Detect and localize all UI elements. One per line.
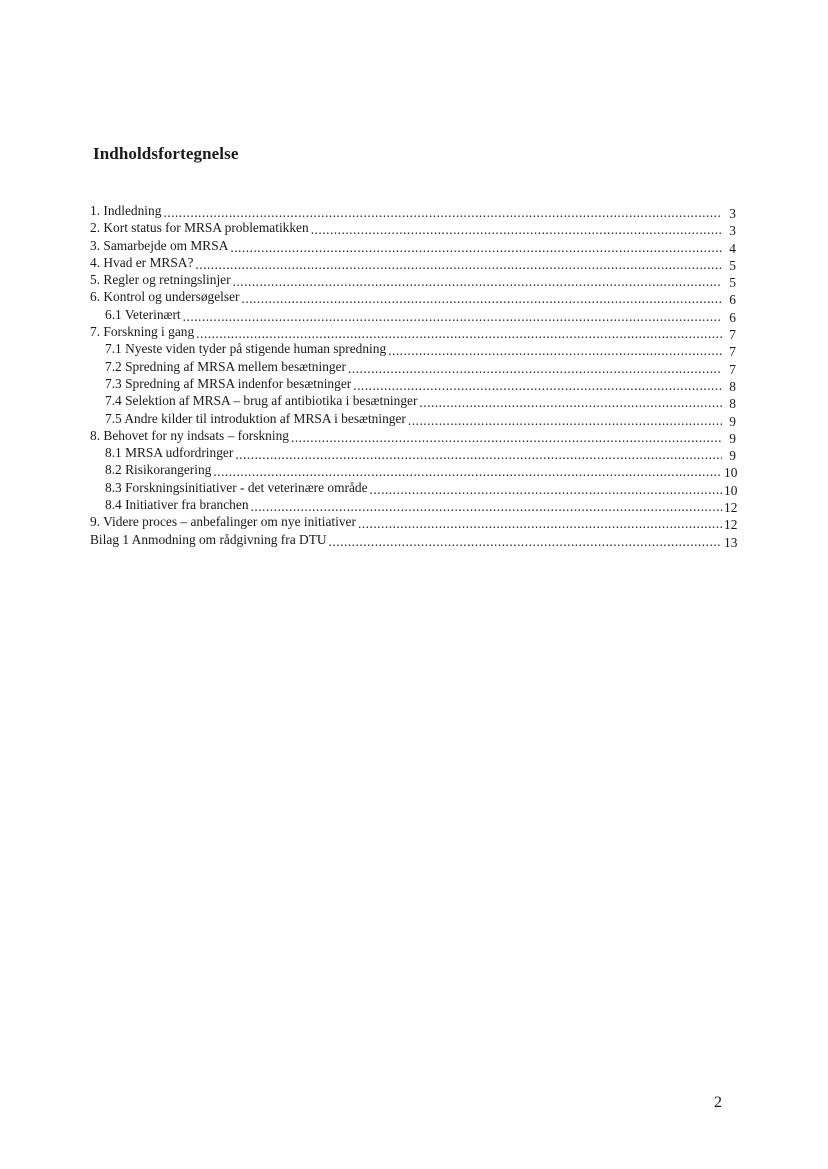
toc-entry[interactable] (90, 288, 736, 308)
table-of-contents (90, 202, 736, 548)
toc-entry[interactable] (90, 254, 736, 271)
toc-entry-page: 9 (729, 430, 736, 446)
toc-entry[interactable] (90, 202, 736, 219)
toc-entry-page: 6 (729, 309, 736, 325)
toc-entry-page: 12 (724, 500, 738, 516)
toc-dot-leader (196, 325, 722, 342)
toc-entry[interactable] (90, 237, 736, 254)
toc-entry-label: 8.4 Initiativer fra branchen (105, 497, 249, 513)
toc-entry[interactable] (90, 375, 736, 392)
toc-entry-page: 5 (729, 275, 736, 291)
toc-dot-leader (348, 360, 722, 377)
toc-entry[interactable] (90, 323, 736, 343)
toc-heading: Indholdsfortegnelse (93, 144, 239, 163)
toc-dot-leader (358, 515, 722, 532)
toc-entry-label: 2. Kort status for MRSA problematikken (90, 220, 309, 236)
toc-entry-page: 3 (729, 206, 736, 221)
toc-entry[interactable] (90, 427, 736, 444)
toc-entry[interactable] (90, 444, 736, 464)
toc-entry[interactable] (90, 461, 738, 481)
toc-entry-label: 5. Regler og retningslinjer (90, 272, 231, 288)
toc-dot-leader (388, 342, 722, 359)
toc-dot-leader (233, 273, 722, 290)
toc-entry-label: 7.4 Selektion af MRSA – brug af antibiotika i besætninger (105, 393, 418, 409)
toc-entry-label: 8.1 MRSA udfordringer (105, 445, 234, 461)
toc-entry-page: 4 (729, 240, 736, 256)
toc-entry-page: 5 (729, 257, 736, 273)
toc-entry-label: 4. Hvad er MRSA? (90, 254, 194, 270)
toc-entry-label: 8. Behovet for ny indsats – forskning (90, 427, 289, 443)
toc-entry-label: 7.3 Spredning af MRSA indenfor besætninger (105, 375, 352, 391)
toc-dot-leader (329, 533, 722, 550)
toc-entry-label: 7.2 Spredning af MRSA mellem besætninger (105, 358, 347, 374)
toc-entry-page: 3 (729, 223, 736, 239)
toc-entry-page: 9 (729, 448, 736, 464)
page-number: 2 (714, 1094, 722, 1111)
toc-dot-leader (242, 290, 722, 307)
toc-entry-page: 10 (724, 465, 738, 481)
toc-dot-leader (183, 308, 722, 325)
toc-entry-page: 7 (729, 344, 736, 360)
toc-entry-label: 9. Videre proces – anbefalinger om nye initiativer (90, 514, 356, 530)
toc-entry[interactable] (90, 392, 736, 412)
toc-dot-leader (251, 498, 722, 515)
toc-dot-leader (353, 377, 722, 394)
toc-entry-page: 6 (729, 292, 736, 308)
toc-entry-label: 8.3 Forskningsinitiativer - det veterinære område (105, 479, 368, 495)
toc-entry-label: 6. Kontrol og undersøgelser (90, 289, 240, 305)
toc-entry-label: 3. Samarbejde om MRSA (90, 237, 229, 253)
toc-entry-label: 6.1 Veterinært (105, 306, 181, 322)
toc-entry[interactable] (90, 306, 736, 323)
toc-dot-leader (230, 239, 722, 256)
toc-entry[interactable] (90, 340, 736, 360)
toc-dot-leader (408, 412, 722, 429)
toc-entry-page: 10 (724, 482, 738, 498)
toc-entry-page: 12 (724, 517, 738, 533)
toc-entry[interactable] (90, 410, 736, 427)
toc-entry-label: 1. Indledning (90, 203, 162, 218)
toc-entry-page: 7 (729, 361, 736, 377)
toc-dot-leader (291, 429, 722, 446)
toc-dot-leader (311, 221, 722, 238)
toc-entry-label: Bilag 1 Anmodning om rådgivning fra DTU (90, 531, 327, 547)
toc-entry-label: 7.1 Nyeste viden tyder på stigende human spredning (105, 341, 387, 357)
toc-entry-label: 8.2 Risikorangering (105, 462, 212, 478)
toc-entry[interactable] (90, 479, 736, 496)
toc-dot-leader (195, 256, 722, 273)
toc-entry[interactable] (90, 219, 736, 239)
toc-entry-page: 9 (729, 413, 736, 429)
toc-entry-page: 13 (724, 534, 738, 550)
toc-entry[interactable] (90, 513, 738, 533)
toc-entry[interactable] (90, 531, 736, 548)
toc-entry-page: 7 (729, 327, 736, 343)
toc-entry[interactable] (90, 271, 736, 291)
toc-entry-label: 7. Forskning i gang (90, 324, 195, 340)
toc-entry[interactable] (90, 496, 738, 516)
toc-entry-page: 8 (729, 396, 736, 412)
toc-entry[interactable] (90, 358, 736, 375)
toc-dot-leader (213, 463, 722, 480)
toc-entry-page: 8 (729, 378, 736, 394)
toc-dot-leader (419, 394, 722, 411)
toc-entry-label: 7.5 Andre kilder til introduktion af MRSA i besætninger (105, 410, 406, 426)
toc-dot-leader (235, 446, 722, 463)
toc-dot-leader (163, 204, 722, 221)
toc-dot-leader (370, 481, 722, 498)
